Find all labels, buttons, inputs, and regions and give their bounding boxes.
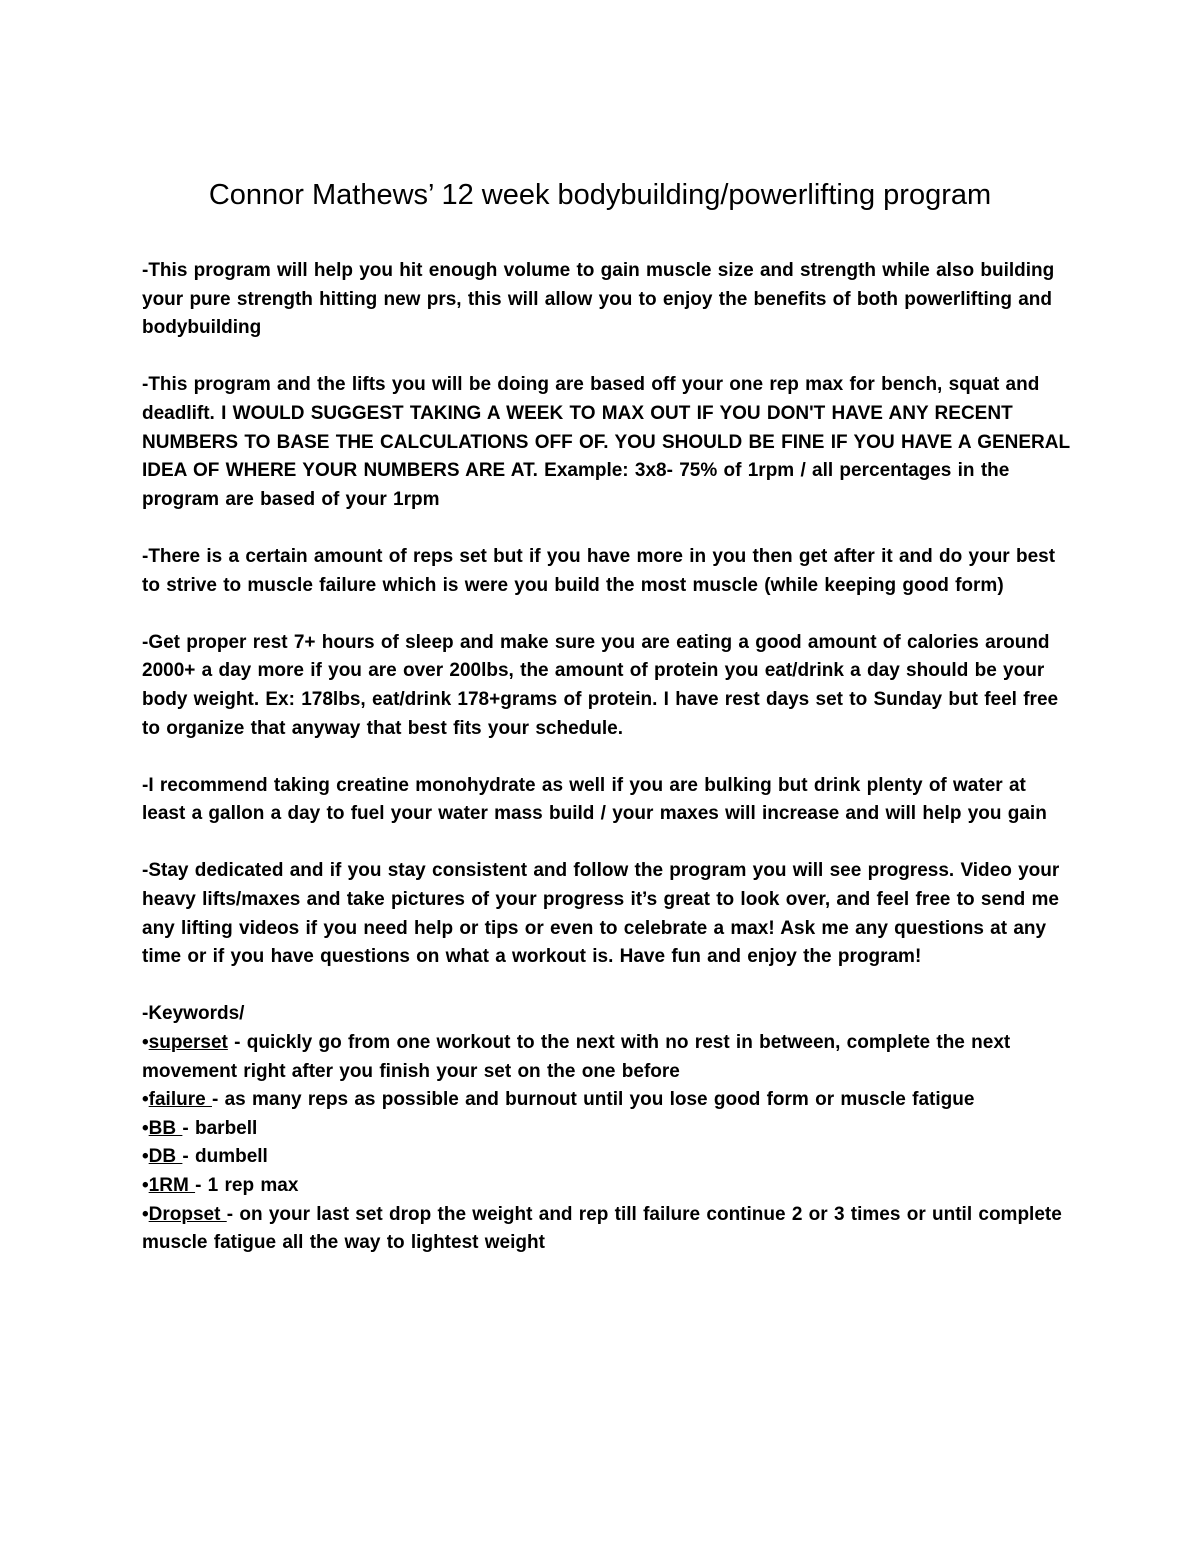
keyword-definition: - barbell: [182, 1117, 258, 1139]
bullet-icon: •: [142, 1175, 149, 1196]
keyword-term: DB: [148, 1146, 183, 1168]
keyword-definition: - 1 rep max: [195, 1175, 299, 1196]
bullet-icon: •: [142, 1032, 149, 1054]
keyword-item: [142, 1086, 1072, 1115]
keyword-item: [142, 1201, 1072, 1258]
keyword-definition: - as many reps as possible and burnout until you lose good form or muscle fatigue: [211, 1089, 975, 1111]
paragraph-dedication: -Stay dedicated and if you stay consistent and follow the program you will see progress. Video your heavy lifts/maxes and take pictures of your progress it’s great to look over, and feel free to send me any lifting videos if you need help or tips or even to celebrate a max! Ask me any questions at any time or if you have questions on what a workout is. Have fun and enjoy the program!: [142, 860, 1060, 968]
keyword-item: [142, 1143, 1072, 1172]
paragraph-one-rep-max: -This program and the lifts you will be doing are based off your one rep max for bench, squat and deadlift. I WOULD SUGGEST TAKING A WEEK TO MAX OUT IF YOU DON'T HAVE ANY RECENT NUMBERS TO BASE THE CALCULATIONS OFF OF. YOU SHOULD BE FINE IF YOU HAVE A GENERAL IDEA OF WHERE YOUR NUMBERS ARE AT. Example: 3x8- 75% of 1rpm / all percentages in the program are based of your 1rpm: [142, 374, 1070, 510]
keyword-item: [142, 1029, 1072, 1086]
keyword-definition: - dumbell: [182, 1146, 268, 1168]
bullet-icon: •: [142, 1117, 149, 1139]
keywords-list: [142, 1029, 1072, 1258]
paragraph-rest-nutrition: -Get proper rest 7+ hours of sleep and make sure you are eating a good amount of calories around 2000+ a day more if you are over 200lbs, the amount of protein you eat/drink a day should be your body weight. Ex: 178lbs, eat/drink 178+grams of protein. I have rest days set to Sunday but feel free to organize that anyway that best fits your schedule.: [142, 631, 1059, 739]
keyword-item: [142, 1172, 1072, 1201]
bullet-icon: •: [142, 1089, 149, 1111]
keyword-term: 1RM: [148, 1175, 196, 1196]
keyword-definition: - on your last set drop the weight and rep till failure continue 2 or 3 times or until complete muscle fatigue all the way to lightest weight: [142, 1203, 1062, 1254]
document-body: [142, 257, 1072, 1258]
keyword-term: BB: [148, 1117, 183, 1139]
paragraph-creatine-water: -I recommend taking creatine monohydrate as well if you are bulking but drink plenty of water at least a gallon a day to fuel your water mass build / your maxes will increase and will help you gain: [142, 774, 1047, 825]
bullet-icon: •: [142, 1146, 149, 1168]
keyword-term: failure: [148, 1089, 212, 1111]
keyword-term: superset: [148, 1032, 228, 1054]
bullet-icon: •: [142, 1203, 149, 1225]
keyword-definition: - quickly go from one workout to the next with no rest in between, complete the next movement right after you finish your set on the one before: [142, 1032, 1011, 1082]
paragraph-program-overview: -This program will help you hit enough volume to gain muscle size and strength while also building your pure strength hitting new prs, this will allow you to enjoy the benefits of both powerlifting and bodybuilding: [142, 260, 1055, 339]
keyword-item: [142, 1115, 1072, 1144]
keywords-heading: -Keywords/: [142, 1003, 245, 1025]
paragraph-reps-failure: -There is a certain amount of reps set but if you have more in you then get after it and do your best to strive to muscle failure which is were you build the most muscle (while keeping good form): [142, 545, 1056, 596]
document-title: Connor Mathews’ 12 week bodybuilding/powerlifting program: [208, 179, 992, 211]
keyword-term: Dropset: [148, 1203, 227, 1225]
